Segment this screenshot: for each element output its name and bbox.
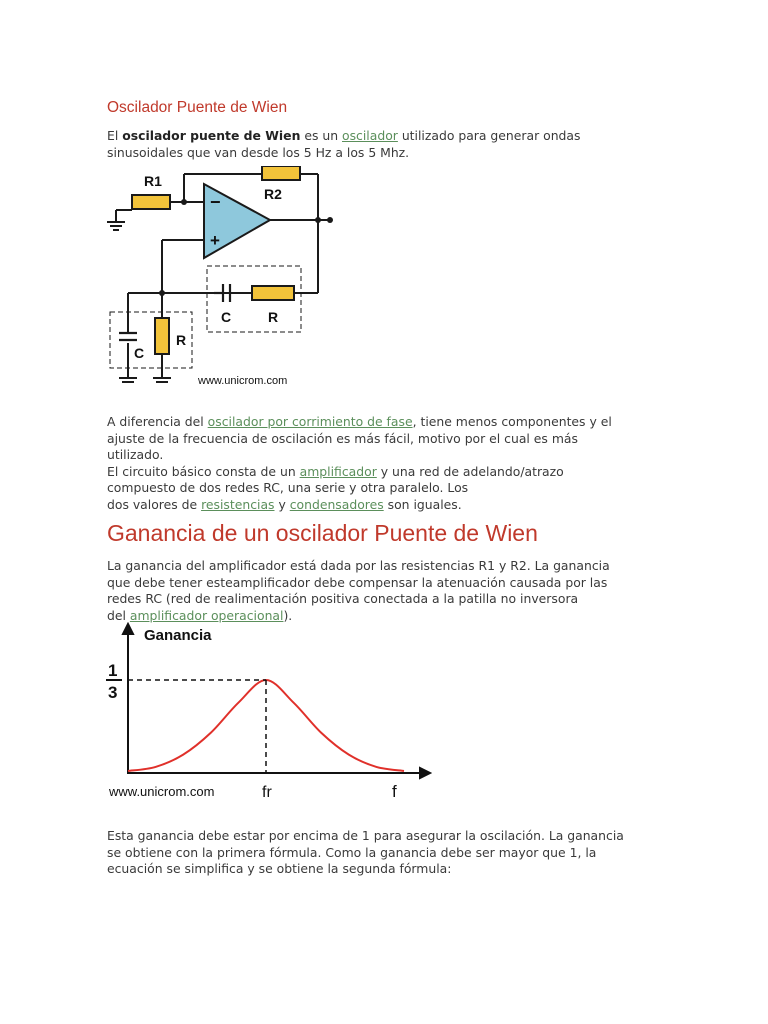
resistor-r1 xyxy=(132,195,170,209)
intro-bold: oscilador puente de Wien xyxy=(122,128,301,143)
chart-title: Ganancia xyxy=(144,627,212,644)
text: A diferencia del xyxy=(107,414,208,429)
text: utilizado. xyxy=(107,447,164,462)
link-oscilador-corrimiento[interactable]: oscilador por corrimiento de fase xyxy=(207,414,413,429)
intro-paragraph xyxy=(107,128,667,161)
label-minus: − xyxy=(210,192,221,212)
text: y una red de adelando/atrazo xyxy=(376,463,564,479)
text: ajuste de la frecuencia de oscilación es más fácil, motivo por el cual es más xyxy=(107,430,578,446)
link-amplificador[interactable]: amplificador xyxy=(299,463,377,479)
section-title: Oscilador Puente de Wien xyxy=(107,99,288,116)
text: compuesto de dos redes RC, una serie y otra paralelo. Los xyxy=(107,480,469,495)
text: La ganancia del amplificador está dada por las resistencias R1 y R2. La ganancia xyxy=(107,558,610,573)
text: que debe tener esteamplificador debe compensar la atenuación causada por las xyxy=(107,574,608,590)
gain-paragraph xyxy=(107,558,667,624)
wien-bridge-circuit xyxy=(104,166,334,392)
x-marker-label: fr xyxy=(262,784,272,801)
label-r-series: R xyxy=(268,309,279,325)
link-amplificador-operacional[interactable]: amplificador operacional xyxy=(129,607,284,623)
label-r2: R2 xyxy=(264,186,282,202)
resistor-r2 xyxy=(262,166,300,180)
text: del xyxy=(107,607,130,623)
intro-text: utilizado para generar ondas xyxy=(397,128,581,143)
gain-chart xyxy=(102,622,432,802)
resistor-r-parallel xyxy=(155,318,169,354)
link-oscilador[interactable]: oscilador xyxy=(342,128,398,143)
intro-text: El xyxy=(107,128,123,143)
link-resistencias[interactable]: resistencias xyxy=(201,496,275,512)
text: El circuito básico consta de un xyxy=(107,463,300,479)
text: ). xyxy=(283,607,293,623)
link-condensadores[interactable]: condensadores xyxy=(289,496,384,512)
section-title-gain: Ganancia de un oscilador Puente de Wien xyxy=(107,520,538,546)
text: dos valores de xyxy=(107,496,202,512)
text: , tiene menos componentes y el xyxy=(412,414,612,429)
x-axis-arrow xyxy=(420,768,430,778)
intro-text: sinusoidales que van desde los 5 Hz a los 5 Mhz. xyxy=(107,144,410,160)
text: Esta ganancia debe estar por encima de 1 para asegurar la oscilación. La ganancia xyxy=(107,828,624,843)
formula-paragraph xyxy=(107,828,667,878)
label-c-parallel: C xyxy=(134,345,145,361)
label-r-parallel: R xyxy=(176,332,187,348)
label-plus: + xyxy=(210,231,220,250)
text: y xyxy=(274,496,290,512)
text: redes RC (red de realimentación positiva conectada a la patilla no inversora xyxy=(107,591,579,606)
label-c-series: C xyxy=(221,309,232,325)
circuit-watermark: www.unicrom.com xyxy=(198,375,288,387)
text: son iguales. xyxy=(383,496,462,512)
chart-watermark: www.unicrom.com xyxy=(109,784,215,799)
label-r1: R1 xyxy=(144,173,162,189)
intro-text: es un xyxy=(300,128,343,143)
y-marker-den: 3 xyxy=(108,683,118,702)
x-axis-label: f xyxy=(392,782,397,801)
text: se obtiene con la primera fórmula. Como la ganancia debe ser mayor que 1, la xyxy=(107,844,597,860)
y-marker-num: 1 xyxy=(108,661,118,680)
comparison-paragraph xyxy=(107,414,667,513)
y-axis-arrow xyxy=(123,624,133,634)
resistor-r-series xyxy=(252,286,294,300)
text: ecuación se simplifica y se obtiene la segunda fórmula: xyxy=(107,861,452,876)
